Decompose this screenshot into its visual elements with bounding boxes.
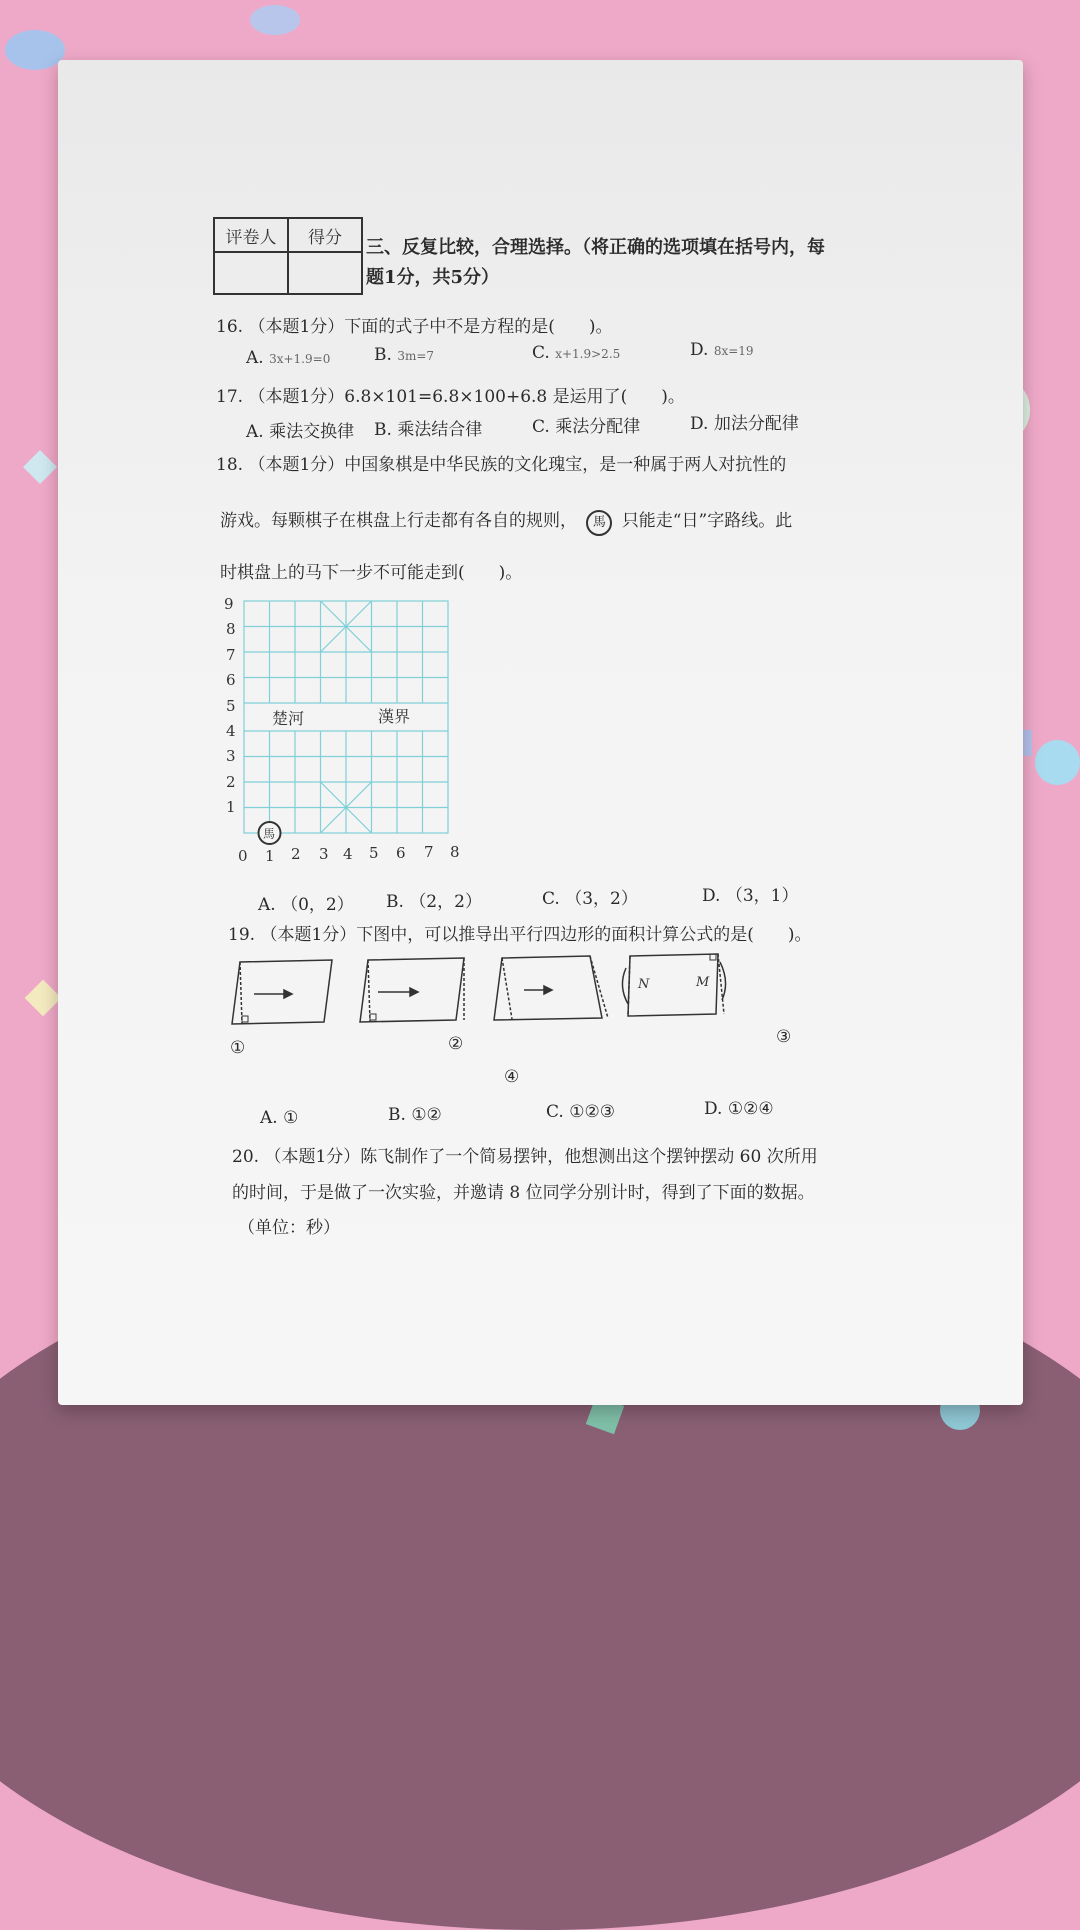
horse-piece-on-board — [259, 822, 281, 844]
reviewer-header: 评卷人 — [214, 218, 288, 252]
score-header: 得分 — [288, 218, 362, 252]
q16-option-b[interactable] — [374, 345, 434, 365]
q17-option-c[interactable] — [532, 412, 640, 437]
q19-option-d[interactable] — [704, 1099, 774, 1119]
figure-4 — [622, 954, 725, 1016]
y-label: 1 — [226, 798, 236, 816]
option-text: 加法分配律 — [713, 414, 799, 434]
option-key: A. — [246, 348, 264, 368]
option-key: C. — [532, 417, 550, 437]
score-cell[interactable] — [288, 252, 362, 294]
option-key: D. — [690, 340, 709, 360]
y-label: 8 — [226, 620, 236, 638]
option-text: （0，2） — [281, 895, 354, 915]
x-label: 6 — [396, 844, 406, 862]
parallelogram-figures — [228, 948, 728, 1028]
option-key: D. — [690, 414, 709, 434]
chess-board — [208, 593, 468, 875]
q17-option-d[interactable] — [690, 409, 799, 434]
option-text: （3，1） — [725, 886, 799, 906]
option-key: B. — [388, 1105, 406, 1125]
q19-option-b[interactable] — [388, 1105, 442, 1125]
q19-option-a[interactable] — [260, 1108, 298, 1128]
option-text: 3x+1.9=0 — [269, 352, 331, 366]
option-text: 乘法交换律 — [269, 422, 355, 442]
option-key: C. — [532, 343, 550, 363]
option-key: B. — [374, 345, 392, 365]
question-20-line2: 的时间，于是做了一次实验，并邀请 8 位同学分别计时，得到了下面的数据。 — [232, 1183, 815, 1203]
x-label: 4 — [343, 845, 353, 863]
river-right-label: 漢界 — [378, 707, 411, 726]
option-text: 8x=19 — [713, 344, 754, 358]
question-16-stem: 16. （本题1分）下面的式子中不是方程的是( )。 — [216, 317, 613, 337]
q19-option-c[interactable] — [546, 1102, 615, 1122]
section-title-cont: 题1分，共5分） — [366, 267, 500, 288]
option-key: C. — [542, 889, 560, 909]
y-label: 9 — [224, 595, 234, 613]
figure-3 — [494, 956, 608, 1020]
horse-piece-icon — [586, 510, 612, 536]
y-label: 6 — [226, 671, 236, 689]
option-text: ①② — [411, 1105, 442, 1125]
board-x-axis-labels — [238, 843, 460, 865]
option-text: ①②③ — [569, 1102, 615, 1122]
y-label: 5 — [226, 697, 236, 715]
q16-option-a[interactable] — [246, 348, 330, 368]
q18-option-a[interactable] — [258, 890, 354, 915]
q18-option-c[interactable] — [542, 884, 638, 909]
x-label: 0 — [238, 847, 248, 865]
question-20-unit: （单位：秒） — [238, 1218, 340, 1238]
confetti-circle — [5, 30, 65, 70]
reviewer-cell[interactable] — [214, 252, 288, 294]
q17-option-b[interactable] — [374, 415, 482, 440]
y-label: 4 — [226, 722, 236, 740]
option-text: （3，2） — [565, 889, 638, 909]
figure-label-1: ① — [230, 1038, 246, 1058]
q17-option-a[interactable] — [246, 417, 354, 442]
x-label: 3 — [319, 845, 329, 863]
confetti-circle — [1035, 740, 1080, 785]
question-18-line2 — [220, 506, 792, 536]
option-key: B. — [374, 420, 392, 440]
figure-label-2: ② — [448, 1034, 464, 1054]
confetti-diamond — [25, 980, 62, 1017]
option-text: 乘法结合律 — [397, 420, 483, 440]
figure-1 — [232, 960, 332, 1024]
option-text: 3m=7 — [397, 349, 435, 363]
question-18-line3: 时棋盘上的马下一步不可能走到( )。 — [220, 563, 523, 583]
confetti-circle — [250, 5, 300, 35]
y-label: 2 — [226, 773, 236, 791]
question-18-line1: 18. （本题1分）中国象棋是中华民族的文化瑰宝，是一种属于两人对抗性的 — [216, 455, 787, 475]
q16-option-c[interactable] — [532, 343, 620, 363]
option-text: ①②④ — [727, 1099, 774, 1119]
question-18-line2b: 只能走“日”字路线。此 — [621, 511, 793, 531]
option-key: D. — [704, 1099, 723, 1119]
option-key: D. — [702, 886, 721, 906]
x-label: 1 — [265, 847, 275, 865]
x-label: 5 — [369, 844, 379, 862]
option-key: B. — [386, 892, 404, 912]
figure-label-4: ④ — [504, 1067, 520, 1087]
option-key: A. — [246, 422, 264, 442]
option-text: （2，2） — [409, 892, 482, 912]
horse-glyph: 馬 — [263, 827, 276, 841]
horse-glyph: 馬 — [592, 515, 606, 530]
x-label: 7 — [424, 843, 434, 861]
score-table — [213, 217, 363, 295]
figure-2 — [360, 958, 464, 1022]
figure-letter-n: N — [638, 977, 650, 992]
option-key: C. — [546, 1102, 564, 1122]
figure-label-3: ③ — [776, 1027, 792, 1047]
q18-option-d[interactable] — [702, 881, 798, 906]
section-title: 三、反复比较，合理选择。（将正确的选项填在括号内，每 — [366, 237, 825, 258]
board-y-axis-labels — [224, 595, 236, 816]
question-17-stem: 17. （本题1分）6.8×101=6.8×100+6.8 是运用了( )。 — [216, 387, 685, 407]
option-text: 乘法分配律 — [555, 417, 641, 437]
river-left-label: 楚河 — [272, 709, 305, 728]
figure-letter-m: M — [696, 975, 710, 990]
option-text: x+1.9>2.5 — [555, 347, 621, 361]
option-text: ① — [283, 1108, 299, 1128]
y-label: 7 — [226, 646, 236, 664]
q18-option-b[interactable] — [386, 887, 482, 912]
y-label: 3 — [226, 747, 236, 765]
x-label: 2 — [291, 845, 301, 863]
question-19-stem: 19. （本题1分）下图中，可以推导出平行四边形的面积计算公式的是( )。 — [228, 925, 812, 945]
q16-option-d[interactable] — [690, 340, 754, 360]
option-key: A. — [260, 1108, 278, 1128]
question-18-line2a: 游戏。每颗棋子在棋盘上行走都有各自的规则， — [220, 511, 577, 531]
x-label: 8 — [450, 843, 460, 861]
question-20-line1: 20. （本题1分）陈飞制作了一个简易摆钟，他想测出这个摆钟摆动 60 次所用 — [232, 1147, 818, 1167]
option-key: A. — [258, 895, 276, 915]
confetti-diamond — [23, 450, 57, 484]
exam-paper — [58, 60, 1023, 1405]
